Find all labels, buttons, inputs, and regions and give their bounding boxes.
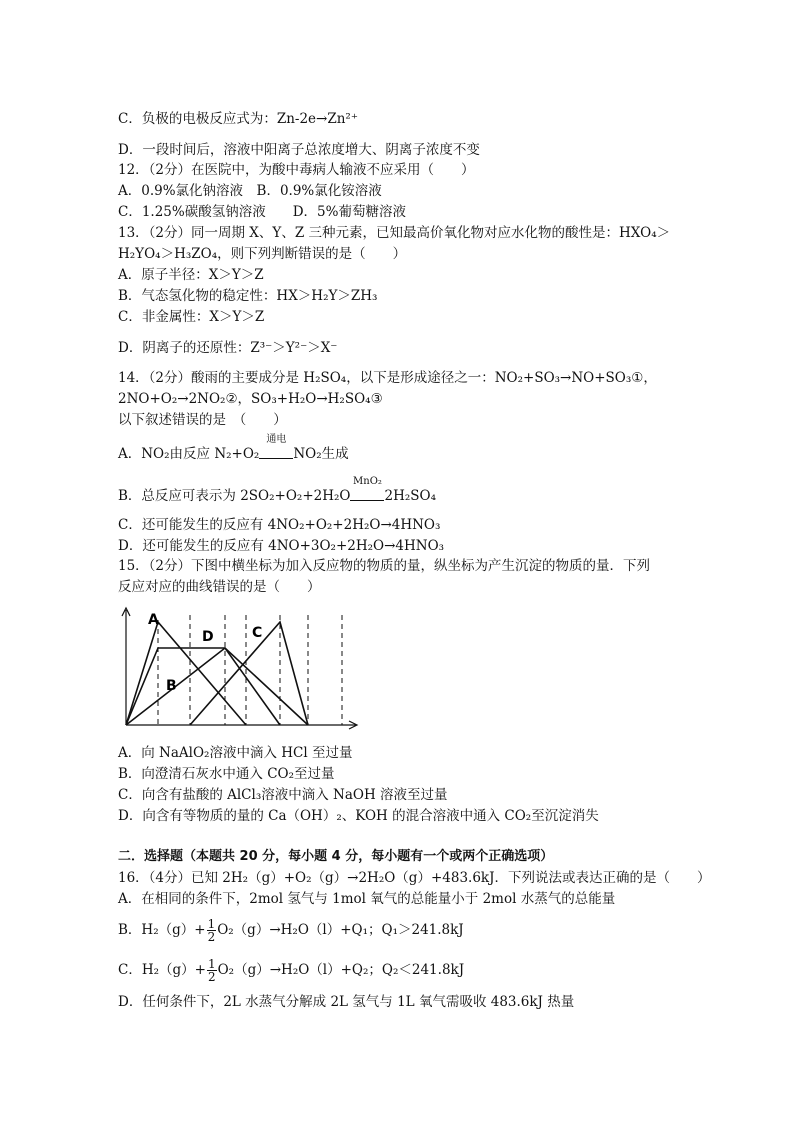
q15-option-b: B．向澄清石灰水中通入 CO₂至过量 bbox=[118, 766, 335, 782]
section-2-heading: 二．选择题（本题共 20 分，每小题 4 分，每小题有一个或两个正确选项） bbox=[118, 849, 554, 864]
q13-option-a: A．原子半径：X＞Y＞Z bbox=[118, 267, 264, 283]
condition-text: MnO₂ bbox=[353, 476, 382, 487]
q15-option-d: D．向含有等物质的量的 Ca（OH）₂、KOH 的混合溶液中通入 CO₂至沉淀消失 bbox=[118, 808, 599, 824]
q14-a-post: NO₂生成 bbox=[293, 446, 349, 462]
q12-stem: 12．（2分）在医院中，为酸中毒病人输液不应采用（ ） bbox=[118, 162, 475, 178]
q11-option-c: C．负极的电极反应式为：Zn-2e→Zn²⁺ bbox=[118, 111, 358, 127]
q13-option-b: B．气态氢化物的稳定性：HX＞H₂Y＞ZH₃ bbox=[118, 288, 378, 304]
reaction-arrow-condition bbox=[259, 434, 293, 463]
fraction bbox=[207, 958, 217, 983]
q16-option-d: D．任何条件下，2L 水蒸气分解成 2L 氢气与 1L 氧气需吸收 483.6kJ 热量 bbox=[118, 994, 575, 1010]
q14-option-d: D．还可能发生的反应有 4NO+3O₂+2H₂O→4HNO₃ bbox=[118, 538, 445, 554]
q14-stem-3: 以下叙述错误的是 （ ） bbox=[118, 412, 287, 428]
label-a: A bbox=[148, 612, 159, 628]
q14-b-pre: B．总反应可表示为 2SO₂+O₂+2H₂O bbox=[118, 488, 351, 504]
q14-b-post: 2H₂SO₄ bbox=[384, 488, 436, 504]
q14-option-c: C．还可能发生的反应有 4NO₂+O₂+2H₂O→4HNO₃ bbox=[118, 517, 441, 533]
label-c: C bbox=[252, 625, 263, 641]
q16-b-post: O₂（g）→H₂O（l）+Q₁；Q₁＞241.8kJ bbox=[217, 922, 464, 938]
fraction bbox=[207, 918, 217, 943]
label-b: B bbox=[166, 678, 177, 694]
q14-option-b bbox=[118, 476, 436, 505]
q16-stem: 16．（4分）已知 2H₂（g）+O₂（g）→2H₂O（g）+483.6kJ．下列说法或表达正确的是（ ） bbox=[118, 870, 711, 886]
q15-option-a: A．向 NaAlO₂溶液中滴入 HCl 至过量 bbox=[118, 745, 353, 761]
q13-option-c: C．非金属性：X＞Y＞Z bbox=[118, 309, 265, 325]
curve-d bbox=[126, 648, 280, 725]
precipitate-graph bbox=[116, 600, 366, 740]
q15-option-c: C．向含有盐酸的 AlCl₃溶液中滴入 NaOH 溶液至过量 bbox=[118, 787, 448, 803]
label-d: D bbox=[202, 629, 214, 645]
q12-options-ab: A．0.9%氯化钠溶液 B．0.9%氯化铵溶液 bbox=[118, 183, 382, 199]
q11-option-d: D．一段时间后，溶液中阳离子总浓度增大、阴离子浓度不变 bbox=[118, 142, 480, 158]
q13-stem-2: H₂YO₄＞H₃ZO₄，则下列判断错误的是（ ） bbox=[118, 246, 407, 262]
q15-stem-2: 反应对应的曲线错误的是（ ） bbox=[118, 579, 321, 595]
q16-option-c bbox=[118, 958, 464, 983]
q16-option-a: A．在相同的条件下，2mol 氢气与 1mol 氧气的总能量小于 2mol 水蒸气的总能量 bbox=[118, 891, 616, 907]
q16-option-b bbox=[118, 918, 464, 943]
q13-stem-1: 13．（2分）同一周期 X、Y、Z 三种元素，已知最高价氧化物对应水化物的酸性是：HXO₄＞ bbox=[118, 225, 671, 241]
q16-c-pre: C．H₂（g）+ bbox=[118, 962, 206, 978]
q16-b-pre: B．H₂（g）+ bbox=[118, 922, 206, 938]
condition-text: 通电 bbox=[266, 434, 287, 445]
q12-options-cd: C．1.25%碳酸氢钠溶液 D．5%葡萄糖溶液 bbox=[118, 204, 406, 220]
fraction-numerator: 1 bbox=[207, 957, 216, 971]
curve-a bbox=[126, 622, 246, 725]
reaction-arrow-condition bbox=[350, 476, 384, 505]
fraction-denominator: 2 bbox=[207, 930, 216, 944]
q14-stem-2: 2NO+O₂→2NO₂②，SO₃+H₂O→H₂SO₄③ bbox=[118, 391, 383, 407]
fraction-numerator: 1 bbox=[207, 917, 216, 931]
fraction-denominator: 2 bbox=[207, 970, 216, 984]
q14-stem-1: 14．（2分）酸雨的主要成分是 H₂SO₄，以下是形成途径之一：NO₂+SO₃→NO+SO₃①， bbox=[118, 370, 657, 386]
q15-stem-1: 15．（2分）下图中横坐标为加入反应物的物质的量，纵坐标为产生沉淀的物质的量．下列 bbox=[118, 558, 651, 574]
q14-option-a bbox=[118, 434, 349, 463]
q16-c-post: O₂（g）→H₂O（l）+Q₂；Q₂＜241.8kJ bbox=[217, 962, 465, 978]
q13-option-d: D．阴离子的还原性：Z³⁻＞Y²⁻＞X⁻ bbox=[118, 340, 338, 356]
q14-a-pre: A．NO₂由反应 N₂+O₂ bbox=[118, 446, 260, 462]
